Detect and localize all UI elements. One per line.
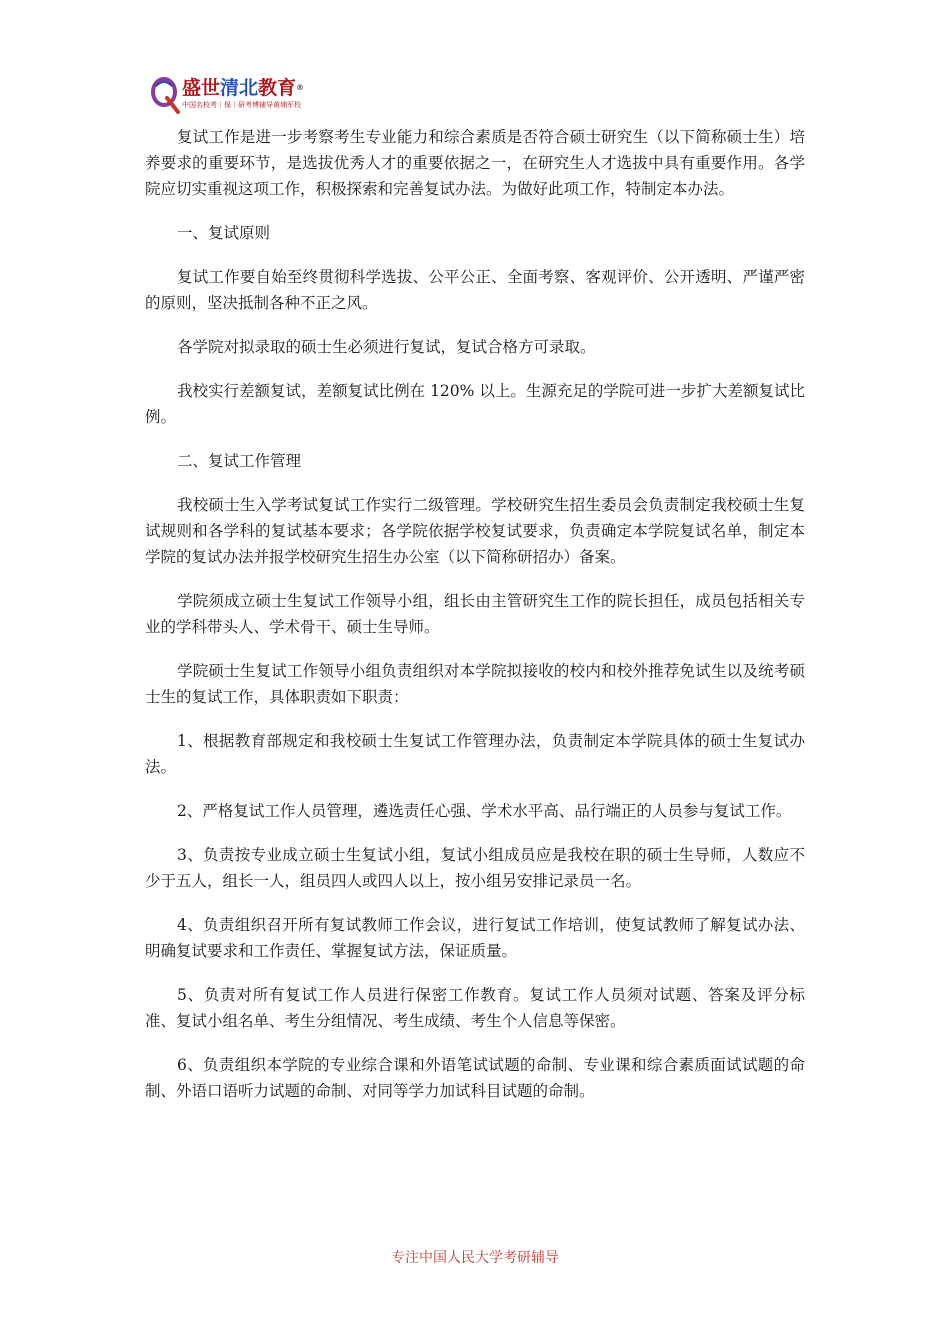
logo-tagline: 中国名校考｜保｜研考博辅导黄埔军校 [182,100,301,109]
section-heading: 二、复试工作管理 [177,452,302,470]
logo-q-icon [150,70,180,116]
paragraph: 学院须成立硕士生复试工作领导小组，组长由主管研究生工作的院长担任，成员包括相关专业的学科带头人、学术骨干、硕士生导师。 [145,592,805,636]
paragraph: 我校硕士生入学考试复试工作实行二级管理。学校研究生招生委员会负责制定我校硕士生复试规则和各学科的复试基本要求；各学院依据学校复试要求，负责确定本学院复试名单，制定本学院的复试办法并报学校研究生招生办公室（以下简称研招办）备案。 [145,496,805,566]
section-heading: 一、复试原则 [177,224,271,242]
registered-mark: ® [296,82,305,92]
paragraph: 4、负责组织召开所有复试教师工作会议，进行复试工作培训，使复试教师了解复试办法、明确复试要求和工作责任、掌握复试方法，保证质量。 [145,916,805,960]
logo-text [182,77,304,110]
paragraph: 学院硕士生复试工作领导小组负责组织对本学院拟接收的校内和校外推荐免试生以及统考硕士生的复试工作，具体职责如下职责： [145,662,805,706]
paragraph: 3、负责按专业成立硕士生复试小组，复试小组成员应是我校在职的硕士生导师，人数应不少于五人，组长一人，组员四人或四人以上，按小组另安排记录员一名。 [145,846,805,890]
paragraph: 6、负责组织本学院的专业综合课和外语笔试试题的命制、专业课和综合素质面试试题的命制、外语口语听力试题的命制、对同等学力加试科目试题的命制。 [145,1056,805,1100]
paragraph: 各学院对拟录取的硕士生必须进行复试，复试合格方可录取。 [177,338,596,356]
paragraph: 复试工作要自始至终贯彻科学选拔、公平公正、全面考察、客观评价、公开透明、严谨严密的原则，坚决抵制各种不正之风。 [145,268,805,312]
paragraph: 2、严格复试工作人员管理，遴选责任心强、学术水平高、品行端正的人员参与复试工作。 [177,802,792,820]
paragraph: 5、负责对所有复试工作人员进行保密工作教育。复试工作人员须对试题、答案及评分标准、复试小组名单、考生分组情况、考生成绩、考生个人信息等保密。 [145,986,805,1030]
paragraph: 复试工作是进一步考察考生专业能力和综合素质是否符合硕士研究生（以下简称硕士生）培养要求的重要环节，是选拔优秀人才的重要依据之一，在研究生人才选拔中具有重要作用。各学院应切实重视这项工作，积极探索和完善复试办法。为做好此项工作，特制定本办法。 [145,128,805,198]
footer-text: 专注中国人民大学考研辅导 [391,1250,559,1266]
paragraph: 1、根据教育部规定和我校硕士生复试工作管理办法，负责制定本学院具体的硕士生复试办法。 [145,732,805,776]
document-body [145,124,805,1122]
logo [150,67,308,119]
logo-name: 盛世清北教育® [182,76,305,99]
paragraph: 我校实行差额复试，差额复试比例在 120% 以上。生源充足的学院可进一步扩大差额复试比例。 [145,382,805,426]
